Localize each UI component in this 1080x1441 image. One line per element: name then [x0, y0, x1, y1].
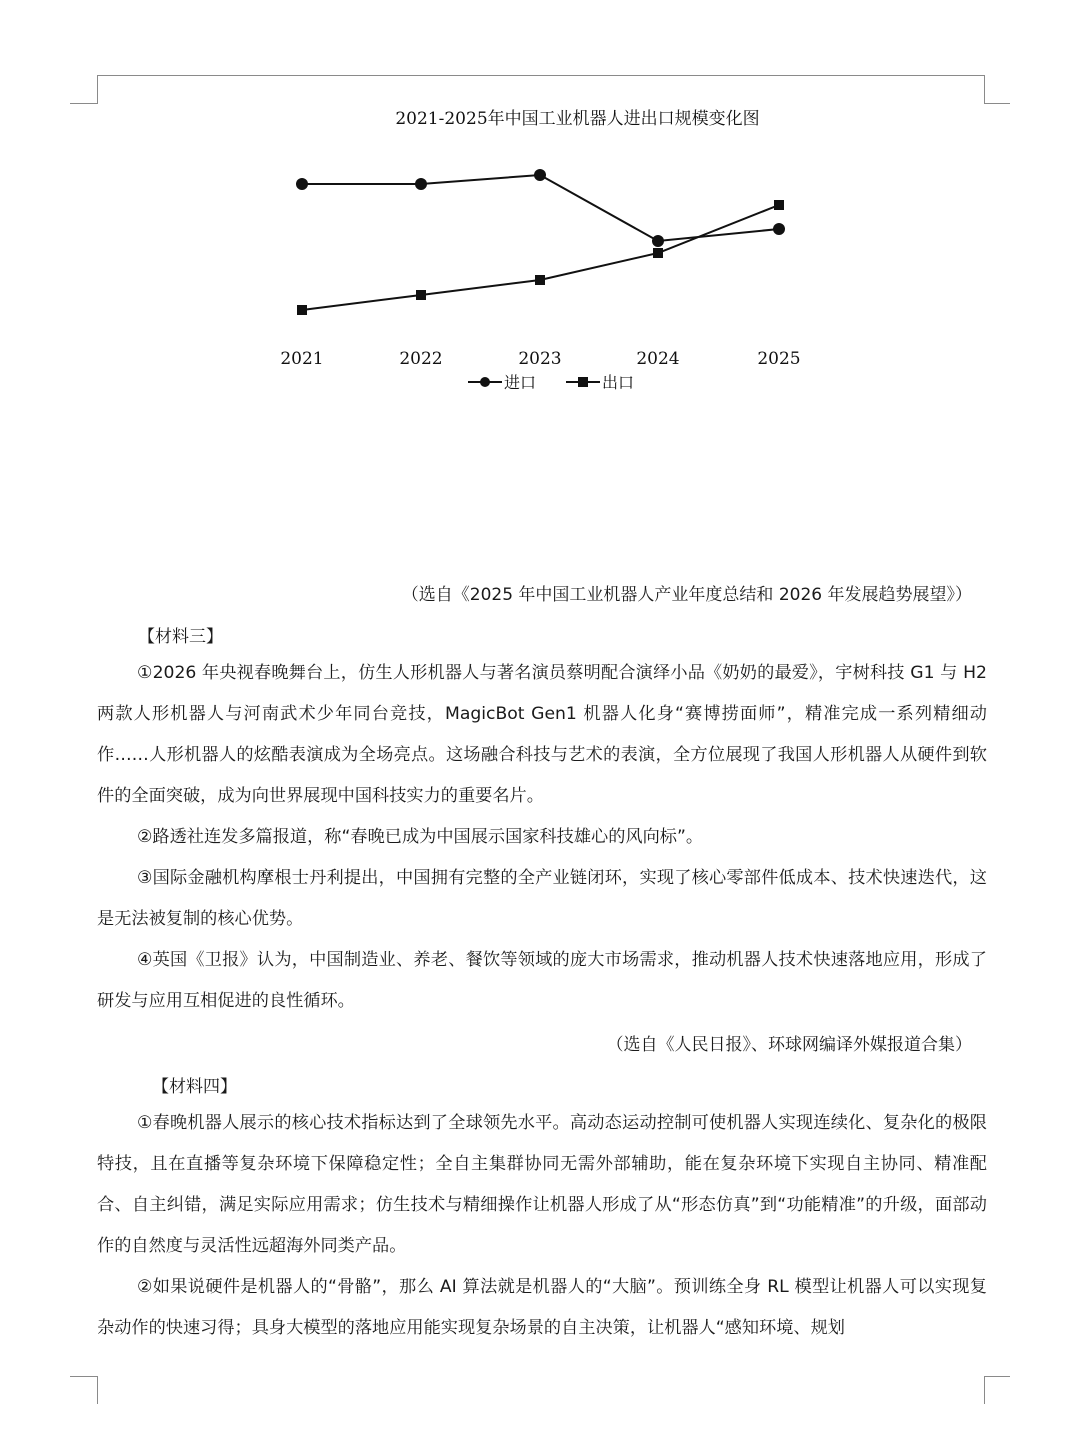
- material3-paragraph-4: ④英国《卫报》认为，中国制造业、养老、餐饮等领域的庞大市场需求，推动机器人技术快速落地应用，形成了研发与应用互相促进的良性循环。: [97, 950, 987, 1011]
- data-point-series-0-2: [534, 169, 546, 181]
- data-point-series-0-1: [415, 178, 427, 190]
- material4-paragraph-2: ②如果说硬件是机器人的“骨骼”，那么 AI 算法就是机器人的“大脑”。预训练全身 RL 模型让机器人可以实现复杂动作的快速习得；具身大模型的落地应用能实现复杂场景的自主决策，让机器人“感知环境、规划: [97, 1277, 987, 1338]
- crop-mark-bottom-right-h: [984, 1376, 1010, 1377]
- material3-source: （选自《人民日报》、环球网编译外媒报道合集）: [606, 1035, 972, 1055]
- crop-mark-bottom-left-v: [97, 1376, 98, 1404]
- x-tick-label: 2025: [757, 349, 801, 369]
- material3-paragraph-1: ①2026 年央视春晚舞台上，仿生人形机器人与著名演员蔡明配合演绎小品《奶奶的最爱》，宇树科技 G1 与 H2 两款人形机器人与河南武术少年同台竞技，MagicBot Gen1 机器人化身“赛博捞面师”，精准完成一系列精细动作……人形机器人的炫酷表演成为全场亮点。这场融合科技与艺术的表演，全方位展现了我国人形机器人从硬件到软件的全面突破，成为向世界展现中国科技实力的重要名片。: [97, 663, 987, 806]
- data-point-series-1-3: [653, 248, 663, 258]
- data-point-series-0-0: [296, 178, 308, 190]
- legend-marker-0: [480, 377, 490, 387]
- crop-mark-bottom-right-v: [984, 1376, 985, 1404]
- data-point-series-1-0: [297, 305, 307, 315]
- x-tick-label: 2024: [636, 349, 680, 369]
- x-tick-label: 2022: [399, 349, 443, 369]
- legend-label-1: 出口: [602, 373, 635, 392]
- material4-paragraph-1: ①春晚机器人展示的核心技术指标达到了全球领先水平。高动态运动控制可使机器人实现连续化、复杂化的极限特技，且在直播等复杂环境下保障稳定性；全自主集群协同无需外部辅助，能在复杂环境下实现自主协同、精准配合、自主纠错，满足实际应用需求；仿生技术与精细操作让机器人形成了从“形态仿真”到“功能精准”的升级，面部动作的自然度与灵活性远超海外同类产品。: [97, 1113, 987, 1256]
- data-point-series-1-4: [774, 200, 784, 210]
- material3-paragraph-3: ③国际金融机构摩根士丹利提出，中国拥有完整的全产业链闭环，实现了核心零部件低成本、技术快速迭代，这是无法被复制的核心优势。: [97, 868, 987, 929]
- x-tick-label: 2021: [280, 349, 324, 369]
- series-line-1: [302, 205, 779, 310]
- x-tick-label: 2023: [518, 349, 562, 369]
- crop-mark-bottom-left-h: [70, 1376, 98, 1377]
- material3-paragraph-2: ②路透社连发多篇报道，称“春晚已成为中国展示国家科技雄心的风向标”。: [137, 827, 704, 847]
- chart-source: （选自《2025 年中国工业机器人产业年度总结和 2026 年发展趋势展望》）: [401, 585, 972, 605]
- data-point-series-0-4: [773, 223, 785, 235]
- data-point-series-0-3: [652, 235, 664, 247]
- chart-title: 2021-2025年中国工业机器人进出口规模变化图: [395, 109, 760, 129]
- line-chart: [0, 0, 1080, 420]
- legend-marker-1: [578, 377, 588, 387]
- legend-label-0: 进口: [504, 373, 537, 392]
- data-point-series-1-2: [535, 275, 545, 285]
- material3-heading: 【材料三】: [138, 627, 223, 647]
- data-point-series-1-1: [416, 290, 426, 300]
- series-line-0: [302, 175, 779, 241]
- material4-heading: 【材料四】: [152, 1077, 237, 1097]
